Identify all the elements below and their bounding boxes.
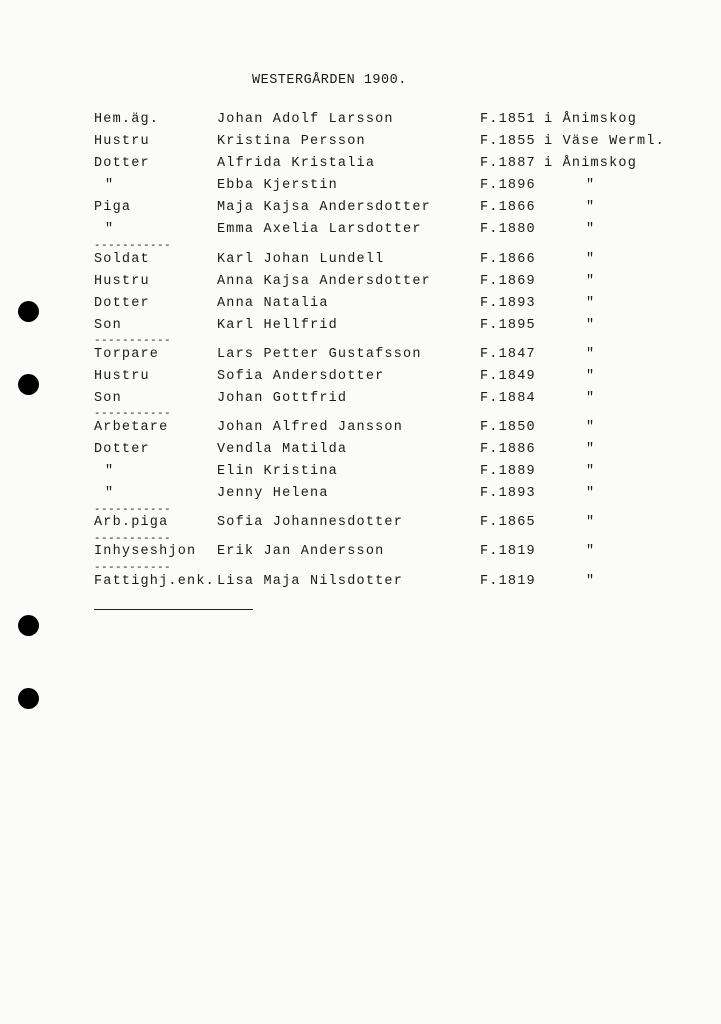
birth-year-cell: F.1819	[480, 574, 536, 589]
register-row	[0, 442, 721, 462]
name-cell: Anna Natalia	[217, 296, 329, 311]
closing-underline	[94, 609, 253, 610]
household-separator: -----------	[94, 504, 172, 516]
role-cell: "	[105, 464, 115, 479]
role-cell: Torpare	[94, 347, 160, 362]
birth-year-cell: F.1855	[480, 134, 536, 149]
name-cell: Elin Kristina	[217, 464, 338, 479]
birth-year-cell: F.1869	[480, 274, 536, 289]
name-cell: Kristina Persson	[217, 134, 366, 149]
birthplace-cell: i Väse Werml.	[544, 134, 665, 149]
register-row	[0, 544, 721, 564]
register-row	[0, 486, 721, 506]
birth-year-cell: F.1850	[480, 420, 536, 435]
name-cell: Erik Jan Andersson	[217, 544, 385, 559]
register-row	[0, 515, 721, 535]
name-cell: Lisa Maja Nilsdotter	[217, 574, 404, 589]
page-title: WESTERGÅRDEN 1900.	[252, 73, 407, 88]
register-row	[0, 178, 721, 198]
role-cell: Soldat	[94, 252, 150, 267]
birth-year-cell: F.1893	[480, 486, 536, 501]
birth-year-cell: F.1865	[480, 515, 536, 530]
register-row	[0, 464, 721, 484]
role-cell: Son	[94, 391, 122, 406]
register-row	[0, 420, 721, 440]
register-row	[0, 252, 721, 272]
birth-year-cell: F.1886	[480, 442, 536, 457]
punch-hole	[18, 615, 39, 636]
role-cell: Hem.äg.	[94, 112, 160, 127]
name-cell: Jenny Helena	[217, 486, 329, 501]
household-separator: -----------	[94, 335, 172, 347]
role-cell: Son	[94, 318, 122, 333]
birth-year-cell: F.1847	[480, 347, 536, 362]
punch-hole	[18, 301, 39, 322]
birthplace-cell: "	[586, 274, 596, 289]
name-cell: Sofia Johannesdotter	[217, 515, 404, 530]
role-cell: Dotter	[94, 442, 150, 457]
role-cell: Dotter	[94, 156, 150, 171]
register-row	[0, 200, 721, 220]
role-cell: Piga	[94, 200, 132, 215]
birth-year-cell: F.1866	[480, 252, 536, 267]
birthplace-cell: "	[586, 420, 596, 435]
name-cell: Johan Gottfrid	[217, 391, 348, 406]
birthplace-cell: "	[586, 369, 596, 384]
birthplace-cell: "	[586, 296, 596, 311]
register-row	[0, 574, 721, 594]
register-row	[0, 112, 721, 132]
name-cell: Sofia Andersdotter	[217, 369, 385, 384]
role-cell: Fattighj.enk.	[94, 574, 215, 589]
role-cell: Hustru	[94, 369, 150, 384]
name-cell: Maja Kajsa Andersdotter	[217, 200, 431, 215]
birthplace-cell: "	[586, 574, 596, 589]
birthplace-cell: "	[586, 486, 596, 501]
household-separator: -----------	[94, 240, 172, 252]
register-row	[0, 156, 721, 176]
birthplace-cell: "	[586, 515, 596, 530]
register-row	[0, 134, 721, 154]
name-cell: Johan Alfred Jansson	[217, 420, 404, 435]
role-cell: Inhyseshjon	[94, 544, 197, 559]
role-cell: "	[105, 222, 115, 237]
birth-year-cell: F.1895	[480, 318, 536, 333]
role-cell: Hustru	[94, 134, 150, 149]
household-separator: -----------	[94, 562, 172, 574]
household-separator: -----------	[94, 533, 172, 545]
birth-year-cell: F.1884	[480, 391, 536, 406]
birthplace-cell: "	[586, 178, 596, 193]
role-cell: Arbetare	[94, 420, 169, 435]
birthplace-cell: "	[586, 347, 596, 362]
name-cell: Alfrida Kristalia	[217, 156, 376, 171]
birthplace-cell: i Ånimskog	[544, 156, 638, 171]
birthplace-cell: "	[586, 391, 596, 406]
birth-year-cell: F.1866	[480, 200, 536, 215]
register-row	[0, 347, 721, 367]
birth-year-cell: F.1880	[480, 222, 536, 237]
register-row	[0, 222, 721, 242]
birth-year-cell: F.1819	[480, 544, 536, 559]
punch-hole	[18, 688, 39, 709]
punch-hole	[18, 374, 39, 395]
register-row	[0, 369, 721, 389]
birth-year-cell: F.1889	[480, 464, 536, 479]
birthplace-cell: "	[586, 442, 596, 457]
name-cell: Karl Hellfrid	[217, 318, 338, 333]
birthplace-cell: "	[586, 222, 596, 237]
birth-year-cell: F.1849	[480, 369, 536, 384]
birthplace-cell: "	[586, 200, 596, 215]
role-cell: Hustru	[94, 274, 150, 289]
name-cell: Lars Petter Gustafsson	[217, 347, 422, 362]
register-row	[0, 274, 721, 294]
role-cell: Arb.piga	[94, 515, 169, 530]
name-cell: Vendla Matilda	[217, 442, 348, 457]
name-cell: Emma Axelia Larsdotter	[217, 222, 422, 237]
register-row	[0, 296, 721, 316]
birthplace-cell: "	[586, 318, 596, 333]
name-cell: Ebba Kjerstin	[217, 178, 338, 193]
birthplace-cell: i Ånimskog	[544, 112, 638, 127]
name-cell: Karl Johan Lundell	[217, 252, 385, 267]
birth-year-cell: F.1896	[480, 178, 536, 193]
name-cell: Johan Adolf Larsson	[217, 112, 394, 127]
birth-year-cell: F.1893	[480, 296, 536, 311]
name-cell: Anna Kajsa Andersdotter	[217, 274, 431, 289]
role-cell: "	[105, 178, 115, 193]
birthplace-cell: "	[586, 544, 596, 559]
role-cell: "	[105, 486, 115, 501]
household-separator: -----------	[94, 408, 172, 420]
birth-year-cell: F.1851	[480, 112, 536, 127]
birthplace-cell: "	[586, 252, 596, 267]
birthplace-cell: "	[586, 464, 596, 479]
birth-year-cell: F.1887	[480, 156, 536, 171]
role-cell: Dotter	[94, 296, 150, 311]
